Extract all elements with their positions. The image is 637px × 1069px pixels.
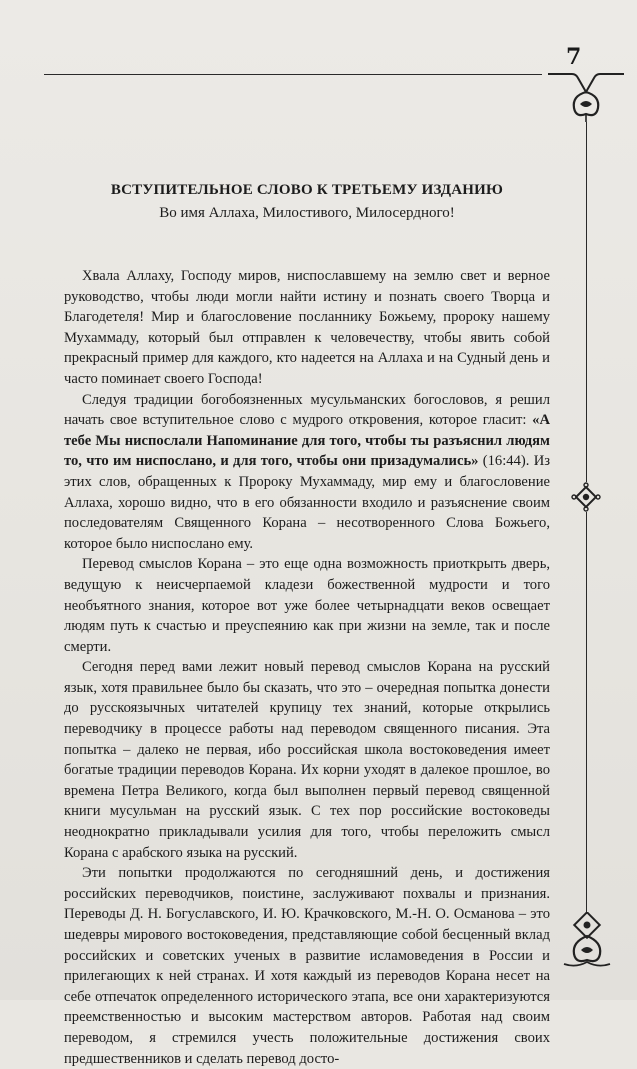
top-corner-ornament-icon — [546, 68, 626, 122]
preface-body — [64, 266, 550, 1069]
page-number: 7 — [566, 44, 582, 70]
side-rule-upper — [586, 122, 587, 482]
paragraph-translation: Перевод смыслов Корана – это еще одна возможность приоткрыть дверь, ведущую к неисчерпаемой кладези божественной мудрости и того необъятного знания, которое вот уже более четырнадцати веков освещает людям путь к счастью и преуспеянию как при жизни на земле, так и после смерти. — [64, 556, 550, 655]
basmala-line: Во имя Аллаха, Милостивого, Милосердного! — [159, 205, 455, 221]
header-rule — [44, 74, 542, 75]
paragraph-revelation-end: (16:44). Из этих слов, обращенных к Пророку Мухаммаду, мир ему и благословение Аллаха, хорошо видно, что в его обязанности входило и разъяснение своим последователям Священного Корана – несотворенного Слова Божьего, которое было ниспослано ему. — [64, 453, 550, 552]
paragraph-praise: Хвала Аллаху, Господу миров, ниспославшему на землю свет и верное руководство, чтобы люди могли найти истину и познать своего Творца и Благодетеля! Мир и благословение посланнику Божьему, пророку нашему Мухаммаду, который был отправлен к человечеству, чтобы явить собой прекрасный пример для каждого, кто надеется на Аллаха и на Судный день и часто поминает своего Господа! — [64, 268, 550, 387]
paragraph-revelation-intro: Следуя традиции богобоязненных мусульманских богословов, я решил начать свое вступительное слово с мудрого откровения, которое гласит: — [64, 391, 550, 429]
preface-section — [64, 180, 550, 1069]
paragraph-revelation — [64, 390, 550, 555]
paragraph-history: Сегодня перед вами лежит новый перевод смыслов Корана на русский язык, хотя правильнее было бы сказать, что это – очередная попытка донести до русскоязычных читателей крупицу тех знаний, которые открылись переводчику в процессе работы над переводом священного писания. Эта попытка – далеко не первая, ибо российская школа востоковедения имеет богатые традиции переводов Корана. Их корни уходят в далекое прошлое, во времена Петра Великого, когда был выполнен первый перевод священной книги мусульман на русский язык. С тех пор российские востоковеды неоднократно прикладывали усилия для того, чтобы переложить смысл Корана с арабского языка на русский. — [64, 659, 550, 861]
quran-quote: «А тебе Мы ниспослали Напоминание для того, чтобы ты разъяснил людям то, что им ниспослано, и для того, чтобы они призадумались» — [64, 412, 550, 470]
paragraph-translators: Эти попытки продолжаются по сегодняшний день, и достижения российских переводчиков, поистине, заслуживают похвалы и признания. Переводы Д. Н. Богуславского, И. Ю. Крачковского, М.-Н. О. Османова – это шедевры мирового востоковедения, представляющие собой бесценный вклад российских и советских ученых в развитие исламоведения в России и прилегающих к ней странах. И хотя каждый из переводов Корана несет на себе отпечаток определенного исторического этапа, все они характеризуются преемственностью и высоким мастерством авторов. Работая над своим переводом, я стремился учесть положительные достижения своих предшественников и сделать перевод досто- — [64, 865, 550, 1067]
preface-title: ВСТУПИТЕЛЬНОЕ СЛОВО К ТРЕТЬЕМУ ИЗДАНИЮ — [110, 182, 504, 198]
side-rule-lower — [586, 512, 587, 914]
bottom-corner-ornament-icon — [560, 912, 614, 970]
side-knot-ornament-icon — [571, 482, 601, 512]
